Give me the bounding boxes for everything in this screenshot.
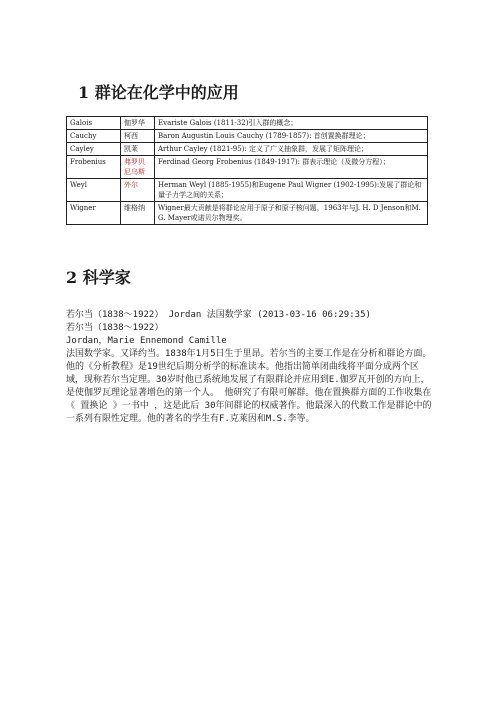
section-2-heading: 2 科学家 xyxy=(66,268,131,287)
section-1-heading: 1 群论在化学中的应用 xyxy=(78,83,239,102)
article-title-line: 若尔当（1838～1922） Jordan 法国数学家 (2013-03-16 06:29:35) xyxy=(66,310,371,320)
chinese-name-cell: 维格纳 xyxy=(121,202,155,225)
description-cell: Ferdinad Georg Frobenius (1849-1917): 群表示理论（及微分方程）； xyxy=(155,156,428,179)
description-cell: Wigner最大贡献是将群论应用于原子和原子核问题，1963年与J. H. D Jenson和M. G. Mayer或诺贝尔物理奖。 xyxy=(155,202,428,225)
name-cell: Wigner xyxy=(67,202,121,225)
description-cell: Herman Weyl (1885-1955)和Eugene Paul Wigner (1902-1995):发展了群论和量子力学之间的关系； xyxy=(155,179,428,202)
chinese-name-cell: 柯西 xyxy=(121,130,155,143)
name-cell: Cayley xyxy=(67,143,121,156)
name-cell: Weyl xyxy=(67,179,121,202)
table-row xyxy=(67,117,428,130)
jordan-biography xyxy=(66,309,436,426)
chinese-name-cell: 伽罗华 xyxy=(121,117,155,130)
table-row xyxy=(67,143,428,156)
table-row xyxy=(67,130,428,143)
full-name-line: Jordan，Marie Ennemond Camille xyxy=(66,336,227,346)
description-cell: Evariste Galois (1811-32)引入群的概念； xyxy=(155,117,428,130)
mathematicians-table xyxy=(66,116,428,225)
table-row xyxy=(67,202,428,225)
table-row xyxy=(67,156,428,179)
chinese-name-cell: 凯莱 xyxy=(121,143,155,156)
name-cell: Cauchy xyxy=(67,130,121,143)
name-cell: Galois xyxy=(67,117,121,130)
table-row xyxy=(67,179,428,202)
description-cell: Baron Augustin Louis Cauchy (1789-1857): 首创置换群理论； xyxy=(155,130,428,143)
description-cell: Arthur Cayley (1821-95): 定义了广义抽象群，发展了矩阵理论； xyxy=(155,143,428,156)
chinese-name-cell: 弗罗贝尼乌斯 xyxy=(121,156,155,179)
name-cell: Frobenius xyxy=(67,156,121,179)
name-dates-line: 若尔当（1838～1922） xyxy=(66,323,164,333)
biography-paragraph: 法国数学家。又译约当。1838年1月5日生于里昂。若尔当的主要工作是在分析和群论方面。他的《分析教程》是19世纪后期分析学的标准读本。他指出简单闭曲线将平面分成两个区域，现称若尔当定理。30岁时他已系统地发展了有限群论并应用到E.伽罗瓦开创的方向上，是使伽罗瓦理论显著增色的第一个人。 他研究了有限可解群。他在置换群方面的工作收集在《 置换论 》一书中 ，这是此后 30年间群论的权威著作。他最深入的代数工作是群论中的一系列有限性定理。他的著名的学生有F.克莱因和M.S.李等。 xyxy=(66,349,432,424)
chinese-name-cell: 外尔 xyxy=(121,179,155,202)
